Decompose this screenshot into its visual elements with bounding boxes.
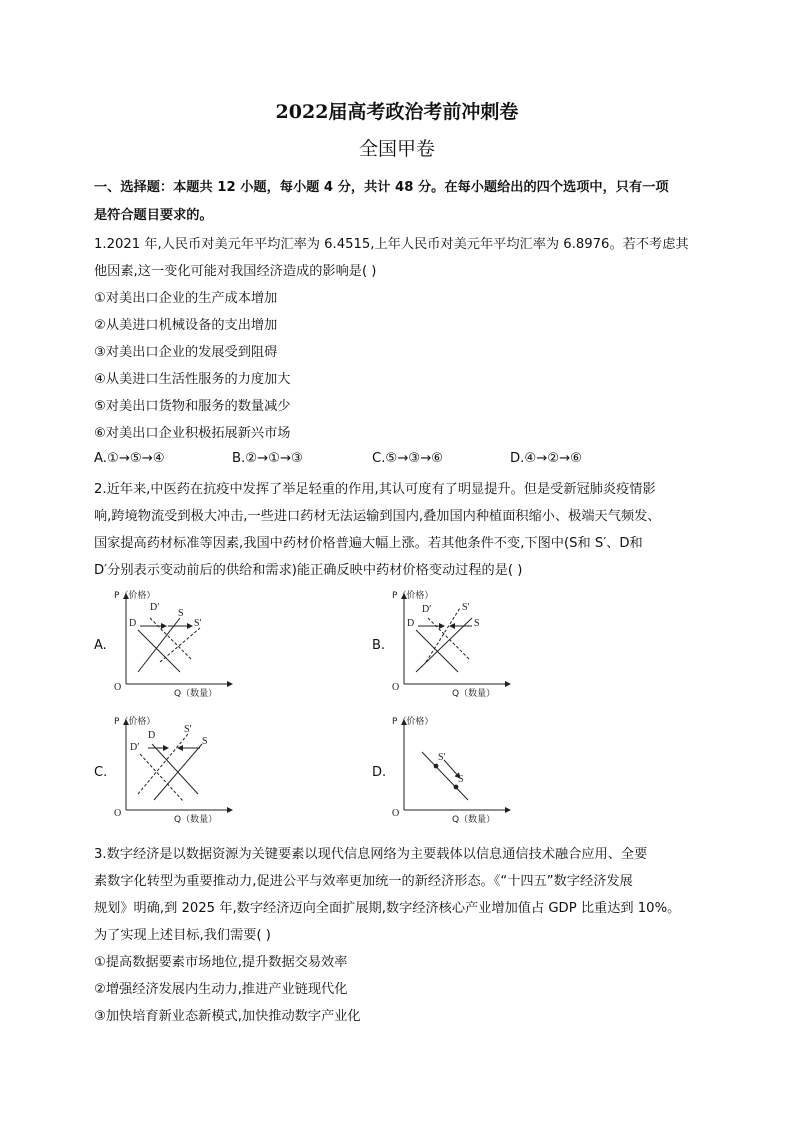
q2-stem-line1: 2.近年来,中医药在抗疫中发挥了举足轻重的作用,其认可度有了明显提升。但是受新冠肺炎疫情影 bbox=[94, 482, 656, 497]
q1-option-a[interactable]: A.①→⑤→④ bbox=[94, 451, 165, 466]
label-s: S bbox=[474, 618, 480, 629]
origin-label: O bbox=[114, 808, 122, 819]
label-d-prime: D′ bbox=[130, 742, 140, 753]
section-heading-line2: 是符合题目要求的。 bbox=[94, 208, 213, 223]
origin-label: O bbox=[392, 808, 400, 819]
exam-subtitle: 全国甲卷 bbox=[358, 138, 435, 160]
q1-option-c[interactable]: C.⑤→③→⑥ bbox=[372, 451, 443, 466]
point-s-prime bbox=[434, 764, 439, 769]
q3-item: ③加快培育新业态新模式,加快推动数字产业化 bbox=[94, 1009, 361, 1024]
supply-demand-graph-d bbox=[386, 714, 516, 829]
section-heading-line1: 一、选择题：本题共 12 小题，每小题 4 分，共计 48 分。在每小题给出的四个选项中，只有一项 bbox=[94, 180, 669, 195]
label-d-prime: D′ bbox=[150, 602, 160, 613]
q2-stem-line3: 国家提高药材标准等因素,我国中药材价格普遍大幅上涨。若其他条件不变,下图中(S和 S′、D和 bbox=[94, 536, 643, 551]
q3-item: ②增强经济发展内生动力,推进产业链现代化 bbox=[94, 982, 348, 997]
graph-c-label[interactable]: C. bbox=[94, 765, 108, 780]
q1-item: ⑥对美出口企业积极拓展新兴市场 bbox=[94, 426, 291, 441]
label-d: D bbox=[129, 618, 137, 629]
q1-stem-line2: 他因素,这一变化可能对我国经济造成的影响是( ) bbox=[94, 264, 377, 279]
supply-curve-s-prime bbox=[138, 734, 188, 794]
q1-item: ④从美进口生活性服务的力度加大 bbox=[94, 372, 291, 387]
q1-item: ②从美进口机械设备的支出增加 bbox=[94, 318, 278, 333]
q1-item: ⑤对美出口货物和服务的数量减少 bbox=[94, 399, 291, 414]
p-axis-label: P（价格） bbox=[114, 591, 156, 601]
graph-b-label[interactable]: B. bbox=[372, 638, 386, 653]
label-d: D bbox=[148, 730, 156, 741]
p-axis-label: P（价格） bbox=[392, 717, 434, 727]
p-axis-label: P（价格） bbox=[392, 591, 434, 601]
graph-d-label[interactable]: D. bbox=[372, 765, 387, 780]
q1-option-b[interactable]: B.②→①→③ bbox=[232, 451, 303, 466]
graph-a-label[interactable]: A. bbox=[94, 638, 107, 653]
q3-stem-line4: 为了实现上述目标,我们需要( ) bbox=[94, 928, 271, 943]
q1-option-d[interactable]: D.④→②→⑥ bbox=[510, 451, 582, 466]
label-s: S bbox=[458, 774, 464, 785]
q1-item: ①对美出口企业的生产成本增加 bbox=[94, 291, 278, 306]
q3-item: ①提高数据要素市场地位,提升数据交易效率 bbox=[94, 955, 348, 970]
origin-label: O bbox=[392, 682, 400, 693]
q-axis-label: Q（数量） bbox=[174, 815, 218, 825]
q3-stem-line3: 规划》明确,到 2025 年,数字经济迈向全面扩展期,数字经济核心产业增加值占 GDP 比重达到 10%。 bbox=[94, 901, 681, 916]
label-s: S bbox=[178, 608, 184, 619]
supply-demand-graph-b bbox=[386, 588, 516, 703]
demand-curve-d-prime bbox=[140, 754, 184, 802]
q-axis-label: Q（数量） bbox=[452, 689, 496, 699]
label-d-prime: D′ bbox=[422, 604, 432, 615]
point-s bbox=[454, 785, 459, 790]
q-axis-label: Q（数量） bbox=[452, 815, 496, 825]
label-s-prime: S′ bbox=[184, 724, 192, 735]
q3-stem-line1: 3.数字经济是以数据资源为关键要素以现代信息网络为主要载体以信息通信技术融合应用、全要 bbox=[94, 847, 648, 862]
supply-demand-graph-c bbox=[108, 714, 238, 829]
q-axis-label: Q（数量） bbox=[174, 689, 218, 699]
q2-stem-line2: 响,跨境物流受到极大冲击,一些进口药材无法运输到国内,叠加国内种植面积缩小、极端天气频发、 bbox=[94, 509, 661, 524]
label-s-prime: S′ bbox=[438, 752, 446, 763]
q1-item: ③对美出口企业的发展受到阻碍 bbox=[94, 345, 278, 360]
label-s: S bbox=[202, 736, 208, 747]
demand-curve-d-prime bbox=[150, 618, 192, 660]
label-s-prime: S′ bbox=[194, 618, 202, 629]
q2-stem-line4: D′分别表示变动前后的供给和需求)能正确反映中药材价格变动过程的是( ) bbox=[94, 563, 523, 578]
q3-stem-line2: 素数字化转型为重要推动力,促进公平与效率更加统一的新经济形态。《“十四五”数字经济发展 bbox=[94, 874, 633, 889]
supply-demand-graph-a bbox=[108, 588, 238, 703]
label-d: D bbox=[407, 618, 415, 629]
origin-label: O bbox=[114, 682, 122, 693]
label-s-prime: S′ bbox=[462, 602, 470, 613]
p-axis-label: P（价格） bbox=[114, 717, 156, 727]
exam-title: 2022届高考政治考前冲刺卷 bbox=[275, 101, 519, 123]
supply-curve-s-prime bbox=[160, 628, 200, 662]
q1-stem-line1: 1.2021 年,人民币对美元年平均汇率为 6.4515,上年人民币对美元年平均汇率为 6.8976。若不考虑其 bbox=[94, 237, 689, 252]
supply-curve-s bbox=[154, 744, 202, 800]
